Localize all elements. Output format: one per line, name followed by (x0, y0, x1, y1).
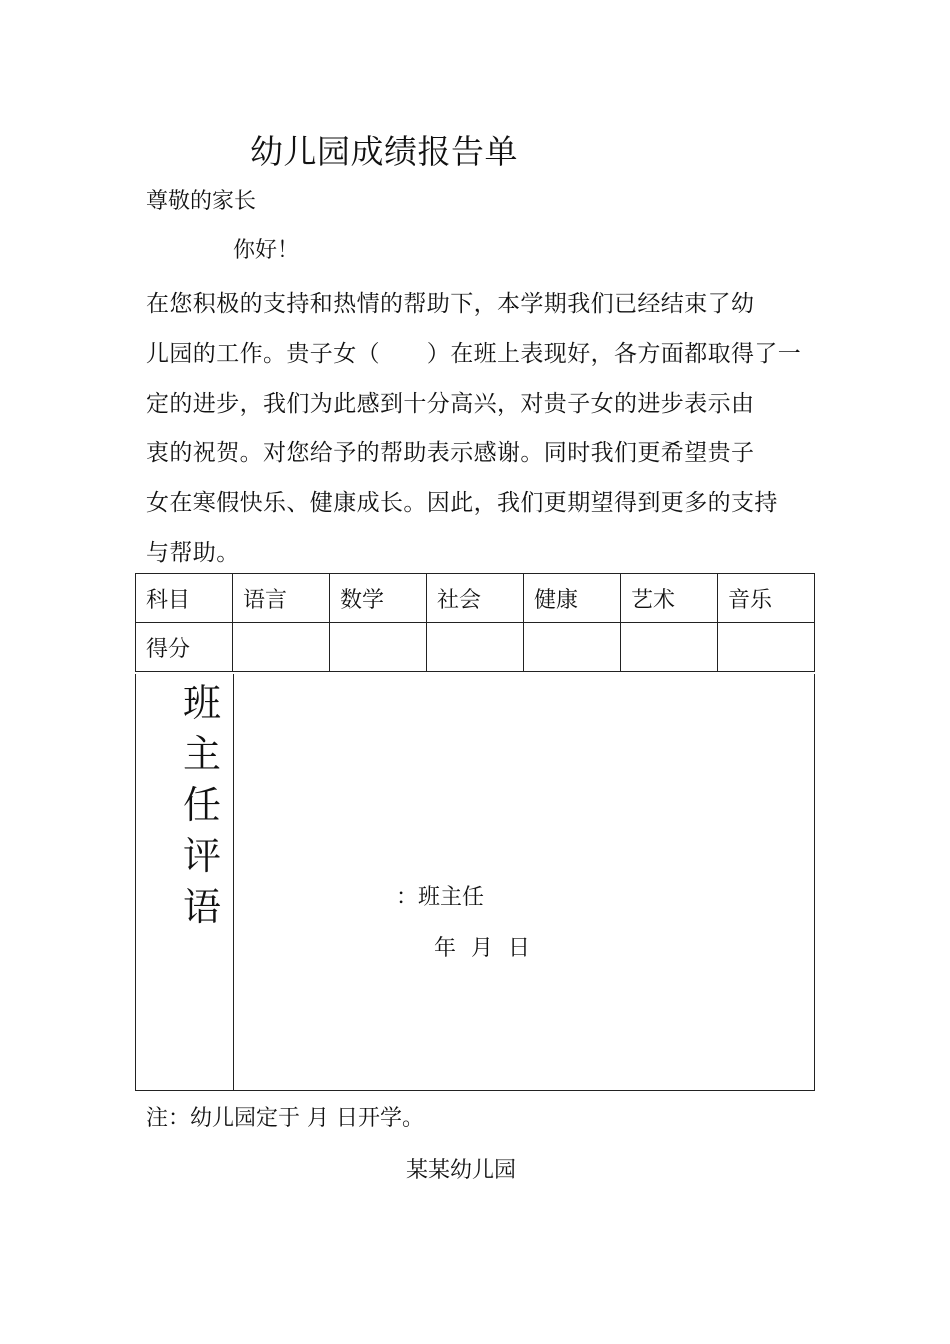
salutation: 尊敬的家长 (146, 189, 257, 214)
greeting: 你好！ (233, 238, 300, 263)
report-title: 幼儿园成绩报告单 (250, 132, 518, 171)
school-name: 某某幼儿园 (406, 1158, 517, 1183)
paragraph-line: 女在寒假快乐、健康成长。因此，我们更期望得到更多的支持 (146, 490, 778, 516)
paragraph-line: 与帮助。 (146, 540, 240, 566)
score-cell[interactable] (233, 623, 330, 672)
comment-label-char: 语 (182, 885, 221, 929)
score-cell[interactable] (427, 623, 524, 672)
score-header-cell: 得分 (136, 623, 233, 672)
score-cell[interactable] (524, 623, 621, 672)
subject-cell: 数学 (330, 574, 427, 623)
score-cell[interactable] (330, 623, 427, 672)
subject-row (136, 574, 815, 623)
subject-cell: 艺术 (621, 574, 718, 623)
teacher-signature-line: ：班主任 (396, 885, 485, 910)
subject-cell: 社会 (427, 574, 524, 623)
teacher-comment-box (135, 674, 815, 1091)
comment-divider (233, 674, 234, 1090)
date-line: 年 月 日 (434, 936, 530, 961)
teacher-comment-label (180, 678, 224, 933)
score-cell[interactable] (718, 623, 815, 672)
subject-cell: 语言 (233, 574, 330, 623)
subject-cell: 音乐 (718, 574, 815, 623)
paragraph-line: 衷的祝贺。对您给予的帮助表示感谢。同时我们更希望贵子 (146, 440, 755, 466)
comment-label-char: 主 (182, 732, 221, 776)
comment-label-char: 班 (182, 681, 221, 725)
comment-label-char: 任 (182, 783, 221, 827)
subject-header-cell: 科目 (136, 574, 233, 623)
score-cell[interactable] (621, 623, 718, 672)
subject-cell: 健康 (524, 574, 621, 623)
paragraph-line: 定的进步，我们为此感到十分高兴，对贵子女的进步表示由 (146, 391, 755, 417)
school-start-note: 注：幼儿园定于 月 日开学。 (146, 1106, 424, 1131)
score-table (135, 573, 815, 672)
paragraph-line: 儿园的工作。贵子女（ ）在班上表现好，各方面都取得了一 (146, 341, 802, 367)
score-row (136, 623, 815, 672)
paragraph-line: 在您积极的支持和热情的帮助下，本学期我们已经结束了幼 (146, 291, 755, 317)
comment-label-char: 评 (182, 834, 221, 878)
